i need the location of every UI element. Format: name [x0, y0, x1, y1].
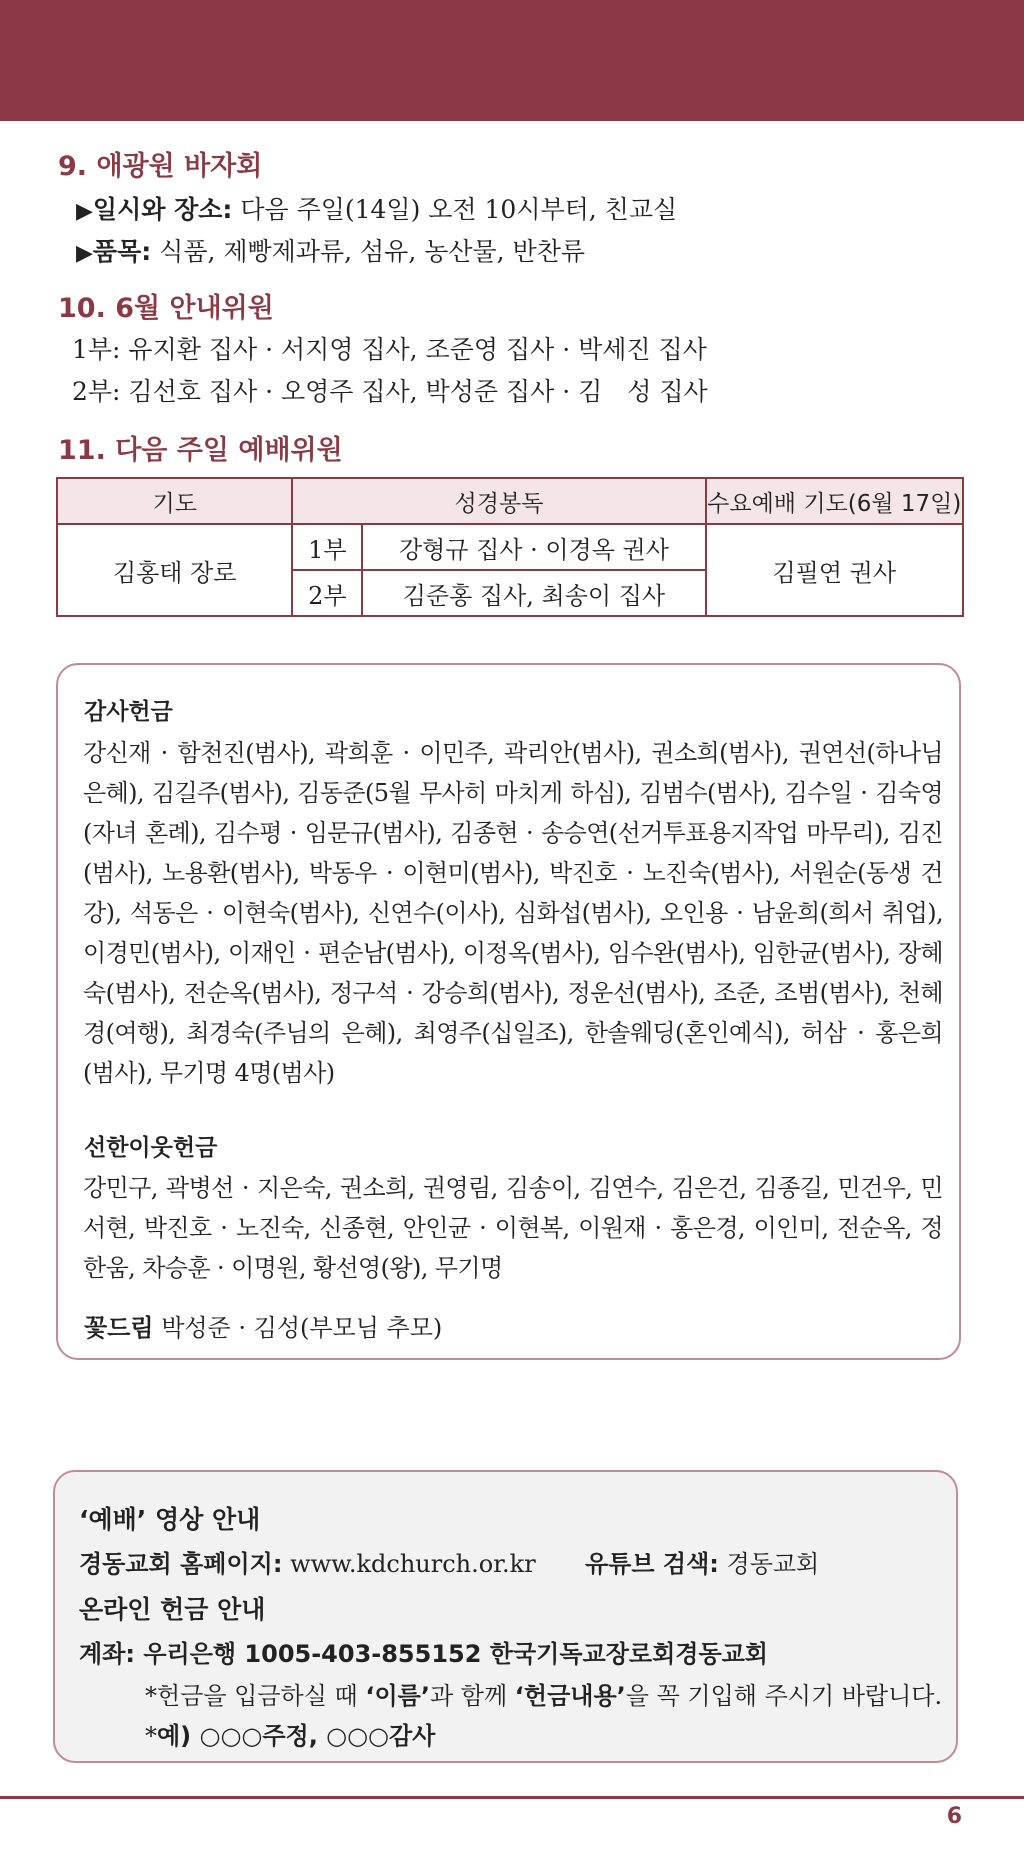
homepage-url[interactable]: www.kdchurch.or.kr [282, 1550, 536, 1578]
bazaar-items-value: 식품, 제빵제과류, 섬유, 농산물, 반찬류 [151, 237, 586, 266]
section-11-title: 11. 다음 주일 예배위원 [58, 435, 343, 466]
triangle-bullet-icon: ▶ [76, 241, 93, 266]
neighbor-offering-list: 강민구, 곽병선 · 지은숙, 권소희, 권영림, 김송이, 김연수, 김은건, 김종길, 민건우, 민서현, 박진호 · 노진숙, 신종현, 안인균 · 이현복, 이원재 · 홍은경, 이인미, 전순옥, 정한움, 차승훈 · 이명원, 황선영(왕), 무기명 [83, 1174, 943, 1282]
youtube-line [585, 1544, 819, 1579]
header-prayer: 기도 [57, 478, 292, 524]
account-label: 계좌: [79, 1640, 135, 1668]
note-asterisk: * [145, 1722, 157, 1750]
account-line [79, 1634, 768, 1669]
online-offering-title: 온라인 헌금 안내 [79, 1595, 266, 1624]
header-wednesday: 수요예배 기도(6월 17일) [706, 478, 963, 524]
triangle-bullet-icon: ▶ [76, 199, 93, 224]
cell-reading-2: 김준홍 집사, 최송이 집사 [362, 570, 705, 616]
worship-staff-table [56, 477, 964, 617]
bazaar-time-value: 다음 주일(14일) 오전 10시부터, 친교실 [232, 195, 678, 224]
bazaar-time-label: 일시와 장소: [92, 195, 233, 224]
header-reading: 성경봉독 [292, 478, 705, 524]
note-line-2 [145, 1716, 435, 1751]
page-number: 6 [946, 1804, 962, 1829]
neighbor-offering-title: 선한이웃헌금 [84, 1135, 218, 1161]
offering-box [56, 663, 961, 1360]
cell-part-2: 2부 [292, 570, 362, 616]
cell-part-1: 1부 [292, 524, 362, 570]
section-10-title: 10. 6월 안내위원 [58, 293, 274, 324]
note-text: 을 꼭 기입해 주시기 바랍니다. [625, 1682, 943, 1710]
account-value: 우리은행 1005-403-855152 한국기독교장로회경동교회 [134, 1640, 768, 1668]
flower-offering-line [84, 1308, 442, 1343]
note-line-1 [145, 1676, 942, 1711]
footer-rule [0, 1796, 1024, 1799]
note-emphasis-name: ‘이름’ [365, 1682, 430, 1710]
youtube-label: 유튜브 검색: [585, 1550, 719, 1578]
bazaar-items-line [76, 232, 585, 268]
bazaar-items-label: 품목: [92, 237, 152, 266]
homepage-label: 경동교회 홈페이지: [79, 1550, 283, 1578]
video-guide-title: ‘예배’ 영상 안내 [79, 1505, 261, 1534]
thanks-offering-list: 강신재 · 함천진(범사), 곽희훈 · 이민주, 곽리안(범사), 권소희(범사), 권연선(하나님 은혜), 김길주(범사), 김동준(5월 무사히 마치게 하심), 김범수(범사), 김수일 · 김숙영(자녀 혼례), 김수평 · 임문규(범사), 김종현 · 송승연(선거투표용지작업 마무리), 김진(범사), 노용환(범사), 박동우 · 이현미(범사), 박진호 · 노진숙(범사), 서원순(동생 건강), 석동은 · 이현숙(범사), 신연수(이사), 심화섭(범사), 오인용 · 남윤희(희서 취업), 이경민(범사), 이재인 · 편순남(범사), 이정옥(범사), 임수완(범사), 임한균(범사), 장혜숙(범사), 전순옥(범사), 정구석 · 강승희(범사), 정운선(범사), 조준, 조범(범사), 천혜경(여행), 최경숙(주님의 은혜), 최영주(십일조), 한솔웨딩(혼인예식), 허삼 · 홍은희(범사), 무기명 4명(범사) [83, 739, 943, 1087]
ushers-line-2: 2부: 김선호 집사 · 오영주 집사, 박성준 집사 · 김 성 집사 [72, 377, 708, 406]
cell-reading-1: 강형규 집사 · 이경옥 권사 [362, 524, 705, 570]
thanks-offering-title: 감사헌금 [84, 699, 173, 725]
note-text: 과 함께 [429, 1682, 515, 1710]
info-box [53, 1470, 958, 1763]
homepage-line [79, 1544, 536, 1579]
flower-offering-value: 박성준 · 김성(부모님 추모) [153, 1314, 443, 1342]
note-text: *헌금을 입금하실 때 [145, 1682, 366, 1710]
bazaar-time-line [76, 190, 677, 226]
header-band [0, 0, 1024, 121]
flower-offering-label: 꽃드림 [84, 1314, 154, 1342]
youtube-value: 경동교회 [718, 1550, 820, 1578]
cell-wednesday: 김필연 권사 [706, 524, 963, 616]
cell-prayer: 김홍태 장로 [57, 524, 292, 616]
note-example: 예) ○○○주정, ○○○감사 [157, 1722, 436, 1750]
note-emphasis-content: ‘헌금내용’ [514, 1682, 626, 1710]
section-9-title: 9. 애광원 바자회 [58, 151, 263, 182]
table-header-row [57, 478, 963, 524]
table-row [57, 524, 963, 570]
ushers-line-1: 1부: 유지환 집사 · 서지영 집사, 조준영 집사 · 박세진 집사 [72, 335, 707, 364]
